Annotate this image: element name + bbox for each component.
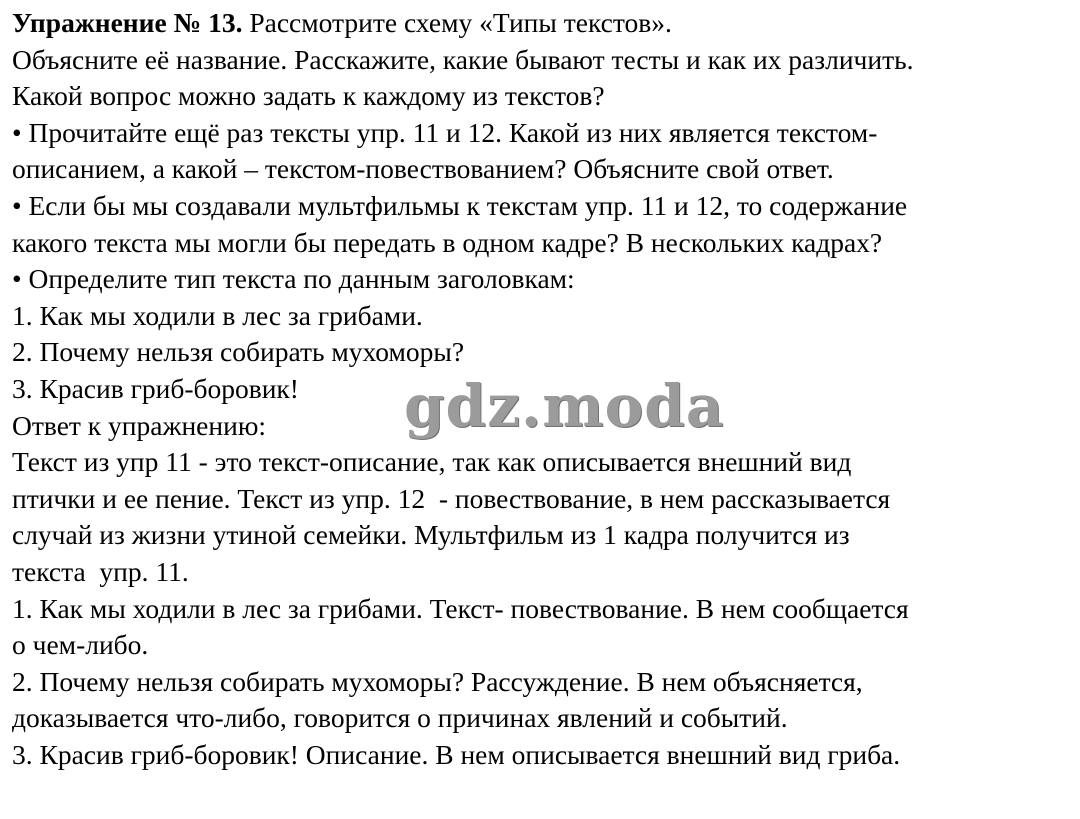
answer-heading: Ответ к упражнению: [12, 409, 266, 441]
answer-line: птички и ее пение. Текст из упр. 12 - повествование, в нем рассказывается [12, 482, 891, 514]
exercise-list-item: 2. Почему нельзя собирать мухоморы? [12, 336, 465, 368]
answer-line: текста упр. 11. [12, 555, 189, 587]
exercise-title-line [12, 5, 1074, 42]
answer-list-item: 3. Красив гриб-боровик! Описание. В нем описывается внешний вид гриба. [12, 738, 901, 770]
exercise-list-item: 3. Красив гриб-боровик! [12, 372, 299, 404]
exercise-bullet-line: • Прочитайте ещё раз тексты упр. 11 и 12. Какой из них является текстом- [12, 116, 878, 148]
exercise-line: Объясните её название. Расскажите, какие бывают тесты и как их различить. [12, 43, 914, 75]
exercise-list-item: 1. Как мы ходили в лес за грибами. [12, 299, 423, 331]
exercise-bullet-line: • Если бы мы создавали мультфильмы к текстам упр. 11 и 12, то содержание [12, 189, 908, 221]
exercise-line: какого текста мы могли бы передать в одном кадре? В нескольких кадрах? [12, 226, 883, 258]
answer-line: Текст из упр 11 - это текст-описание, так как описывается внешний вид [12, 446, 852, 478]
answer-list-item: 1. Как мы ходили в лес за грибами. Текст- повествование. В нем сообщается [12, 592, 909, 624]
exercise-line: Какой вопрос можно задать к каждому из текстов? [12, 80, 605, 112]
answer-list-item: 2. Почему нельзя собирать мухоморы? Рассуждение. В нем объясняется, [12, 665, 863, 697]
exercise-bullet-line: • Определите тип текста по данным заголовкам: [12, 263, 575, 295]
exercise-line: описанием, а какой – текстом-повествованием? Объясните свой ответ. [12, 153, 834, 185]
answer-line: о чем-либо. [12, 629, 149, 661]
answer-line: доказывается что-либо, говорится о причинах явлений и событий. [12, 702, 788, 734]
answer-line: случай из жизни утиной семейки. Мультфильм из 1 кадра получится из [12, 519, 850, 551]
exercise-title: Упражнение № 13. [12, 7, 243, 38]
watermark-logo: gdz.moda [404, 372, 725, 440]
exercise-intro: Рассмотрите схему «Типы текстов». [242, 7, 672, 38]
